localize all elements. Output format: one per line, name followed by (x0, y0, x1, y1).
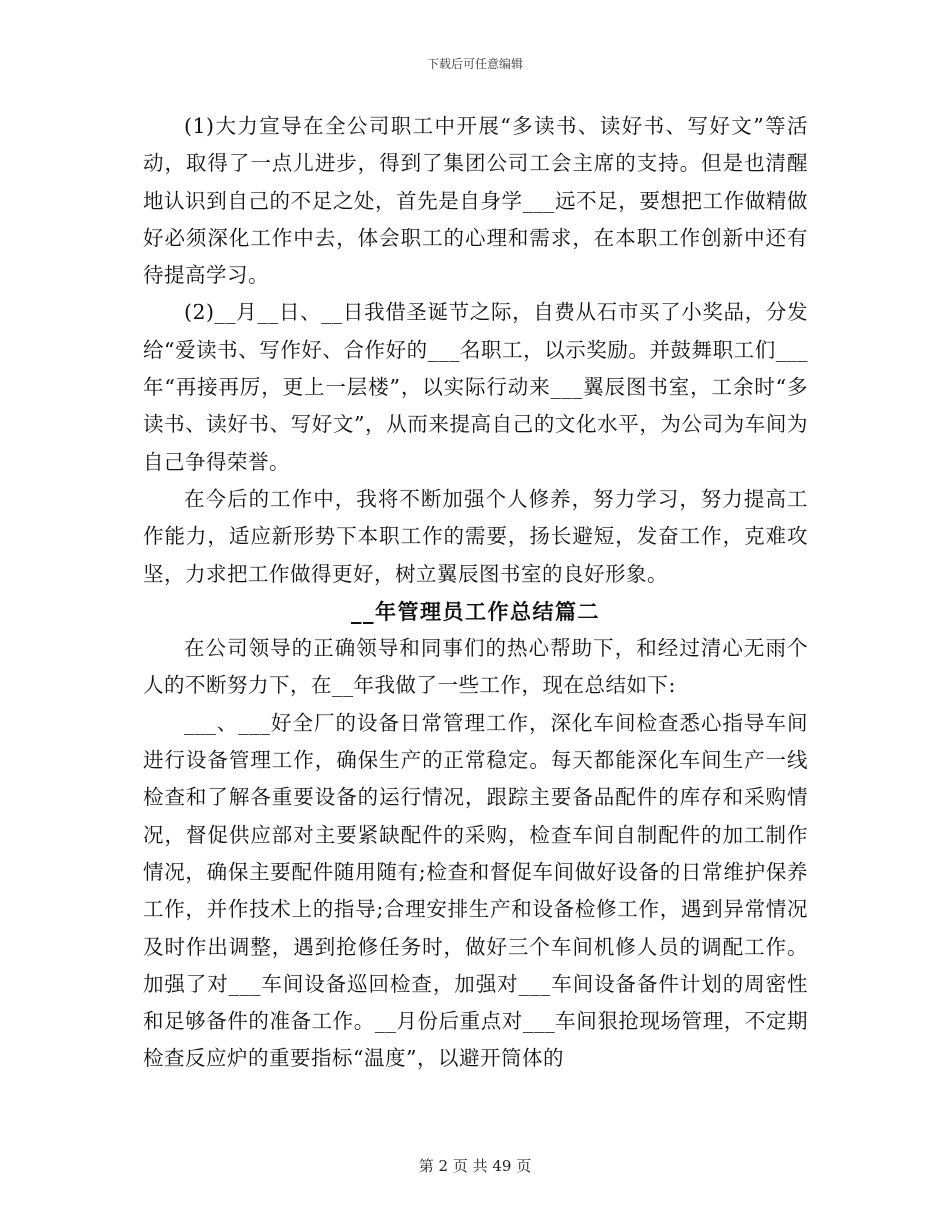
paragraph-1: (1)大力宣导在全公司职工中开展“多读书、读好书、写好文”等活动，取得了一点儿进步，得到了集团公司工会主席的支持。但是也清醒地认识到自己的不足之处，首先是自身学___远不足，要想把工作做精做好必须深化工作中去，体会职工的心理和需求，在本职工作创新中还有待提高学习。 (143, 114, 808, 288)
paragraph-4: 在公司领导的正确领导和同事们的热心帮助下，和经过清心无雨个人的不断努力下，在__年我做了一些工作，现在总结如下: (143, 636, 808, 698)
paragraph-2: (2)__月__日、__日我借圣诞节之际，自费从石市买了小奖品，分发给“爱读书、写作好、合作好的___名职工，以示奖励。并鼓舞职工们___年“再接再厉，更上一层楼”，以实际行动来___翼辰图书室，工余时“多读书、读好书、写好文”，从而来提高自己的文化水平，为公司为车间为自己争得荣誉。 (143, 300, 808, 474)
paragraph-5: ___、___好全厂的设备日常管理工作，深化车间检查悉心指导车间进行设备管理工作，确保生产的正常稳定。每天都能深化车间生产一线检查和了解各重要设备的运行情况，跟踪主要备品配件的库存和采购情况，督促供应部对主要紧缺配件的采购，检查车间自制配件的加工制作情况，确保主要配件随用随有;检查和督促车间做好设备的日常维护保养工作，并作技术上的指导;合理安排生产和设备检修工作，遇到异常情况及时作出调整，遇到抢修任务时，做好三个车间机修人员的调配工作。加强了对___车间设备巡回检查，加强对___车间设备备件计划的周密性和足够备件的准备工作。__月份后重点对___车间狠抢现场管理，不定期检查反应炉的重要指标“温度”，以避开筒体的 (143, 710, 808, 1071)
page-header: 下载后可任意编辑 (426, 57, 523, 71)
paragraph-3: 在今后的工作中，我将不断加强个人修养，努力学习，努力提高工作能力，适应新形势下本职工作的需要，扬长避短，发奋工作，克难攻坚，力求把工作做得更好，树立翼辰图书室的良好形象。 (143, 486, 808, 586)
document-body (143, 108, 808, 1078)
section-heading: __年管理员工作总结篇二 (351, 598, 600, 624)
page-number: 第 2 页 共 49 页 (418, 1157, 532, 1175)
